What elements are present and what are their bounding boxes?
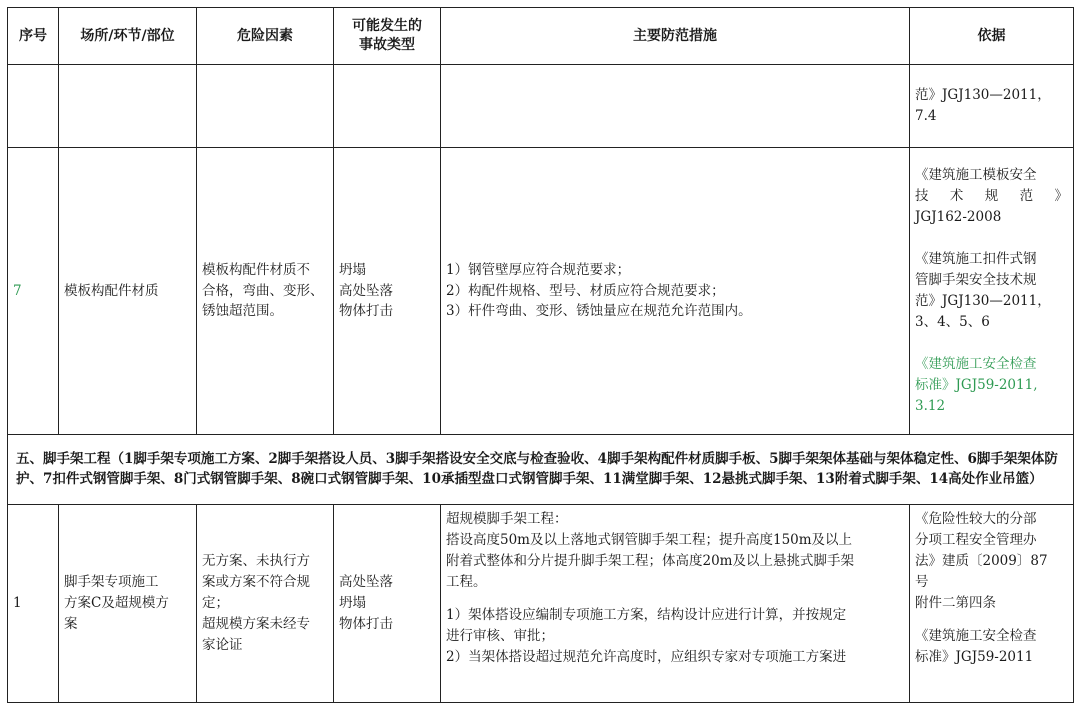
hazard-line: 超规模方案未经专 — [202, 615, 310, 632]
measure-line: 1）钢管壁厚应符合规范要求； — [446, 261, 631, 278]
basis-line: 《建筑施工安全检查 — [915, 627, 1037, 644]
cell-seq — [8, 65, 59, 148]
cell-seq: 7 — [8, 148, 59, 435]
measure-line: 附着式整体和分片提升脚手架工程；体高度20m及以上悬挑式脚手架 — [446, 552, 854, 569]
cell-measures — [441, 148, 910, 435]
basis-line: 《危险性较大的分部 — [915, 511, 1037, 527]
cell-place — [59, 65, 197, 148]
measure-line: 超规模脚手架工程： — [446, 511, 568, 527]
basis-line: 《建筑施工安全检查 — [915, 355, 1037, 372]
basis-line: 号 — [915, 573, 929, 590]
accident-line: 高处坠落 — [339, 574, 393, 591]
place-line: 案 — [64, 615, 78, 632]
section-title-scaffolding: 五、脚手架工程（1脚手架专项施工方案、2脚手架搭设人员、3脚手架搭设安全交底与检查验收、4脚手架构配件材质脚手板、5脚手架架体基础与架体稳定性、6脚手架架体防护、7扣件式钢管脚手架、8门式钢管脚手架、8碗口式钢管脚手架、10承插型盘口式钢管脚手架、11满堂脚手架、12悬挑式脚手架、13附着式脚手架、14高处作业吊篮） — [8, 435, 1074, 505]
accident-line: 高处坠落 — [339, 282, 393, 299]
hazard-line: 无方案、未执行方 — [202, 553, 310, 570]
basis-line: 法》建质〔2009〕87 — [915, 552, 1048, 569]
cell-basis — [910, 65, 1074, 148]
measure-line: 1）架体搭设应编制专项施工方案，结构设计应进行计算，并按规定 — [446, 606, 847, 623]
accident-line: 物体打击 — [339, 615, 393, 632]
header-hazard: 危险因素 — [197, 8, 334, 65]
hazard-line: 模板构配件材质不 — [202, 261, 310, 278]
cell-hazard — [197, 65, 334, 148]
hazard-line: 合格，弯曲、变形、 — [202, 282, 324, 299]
section-row — [8, 435, 1074, 505]
place-line: 方案C及超规模方 — [64, 595, 169, 612]
header-accident-line: 可能发生的 — [352, 18, 422, 35]
header-accident-line: 事故类型 — [359, 37, 415, 53]
cell-place — [59, 505, 197, 703]
measure-line: 3）杆件弯曲、变形、锈蚀量应在规范允许范围内。 — [446, 303, 752, 320]
basis-line: 标准》JGJ59-2011 — [915, 648, 1034, 665]
measure-line: 工程。 — [446, 573, 487, 590]
measure-line: 搭设高度50m及以上落地式钢管脚手架工程；提升高度150m及以上 — [446, 531, 853, 548]
table-row — [8, 148, 1074, 435]
cell-place: 模板构配件材质 — [59, 148, 197, 435]
cell-hazard — [197, 505, 334, 703]
basis-line: 《建筑施工模板安全 — [915, 167, 1037, 184]
table-row — [8, 505, 1074, 703]
basis-line: 范》JGJ130—2011， — [915, 87, 1051, 104]
basis-line: 分项工程安全管理办 — [915, 531, 1037, 548]
cell-basis — [910, 148, 1074, 435]
basis-line: 技 术 规 范 》 — [915, 188, 1068, 205]
header-basis: 依据 — [910, 8, 1074, 65]
hazard-line: 定； — [202, 595, 229, 612]
cell-accident — [334, 65, 441, 148]
basis-line: JGJ162-2008 — [915, 209, 1002, 226]
hazard-line: 家论证 — [202, 636, 243, 653]
measure-line: 进行审核、审批； — [446, 627, 554, 644]
cell-hazard — [197, 148, 334, 435]
header-seq: 序号 — [8, 8, 59, 65]
cell-measures — [441, 505, 910, 703]
hazard-line: 锈蚀超范围。 — [202, 303, 283, 320]
accident-line: 物体打击 — [339, 303, 393, 320]
measure-line: 2）当架体搭设超过规范允许高度时，应组织专家对专项施工方案进 — [446, 648, 847, 665]
place-line: 脚手架专项施工 — [64, 574, 159, 591]
basis-line: 标准》JGJ59-2011, — [915, 376, 1038, 393]
safety-hazard-table — [7, 7, 1074, 703]
cell-measures — [441, 65, 910, 148]
measure-line: 2）构配件规格、型号、材质应符合规范要求； — [446, 282, 725, 299]
table-row — [8, 65, 1074, 148]
basis-line: 3.12 — [915, 397, 946, 414]
basis-line: 《建筑施工扣件式钢 — [915, 251, 1037, 268]
basis-line: 3、4、5、6 — [915, 313, 990, 330]
header-measures: 主要防范措施 — [441, 8, 910, 65]
accident-line: 坍塌 — [339, 595, 366, 612]
cell-basis — [910, 505, 1074, 703]
cell-accident — [334, 148, 441, 435]
cell-accident — [334, 505, 441, 703]
header-row — [8, 8, 1074, 65]
accident-line: 坍塌 — [339, 261, 366, 278]
basis-line: 范》JGJ130—2011， — [915, 293, 1051, 309]
basis-line: 附件二第四条 — [915, 594, 996, 611]
header-place: 场所/环节/部位 — [59, 8, 197, 65]
cell-seq: 1 — [8, 505, 59, 703]
header-accident-type — [334, 8, 441, 65]
basis-line: 管脚手架安全技术规 — [915, 272, 1037, 289]
basis-line: 7.4 — [915, 108, 937, 124]
hazard-line: 案或方案不符合规 — [202, 574, 310, 591]
